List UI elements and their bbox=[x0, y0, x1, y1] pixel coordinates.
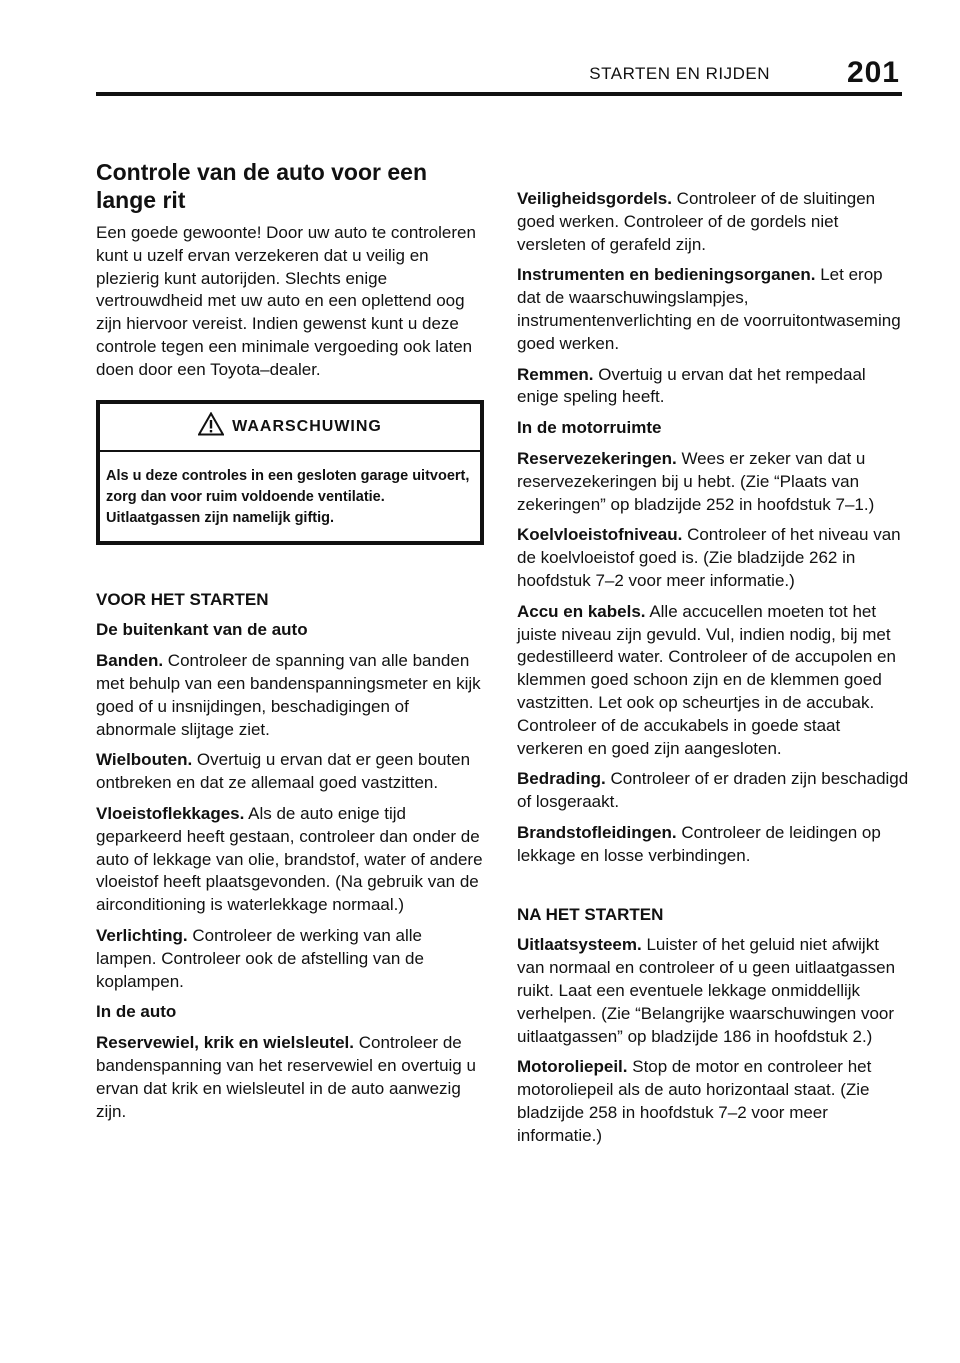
item-label: Reservezekeringen. bbox=[517, 448, 677, 468]
outside-heading: De buitenkant van de auto bbox=[96, 620, 308, 640]
page-header bbox=[96, 52, 902, 96]
item-label: Motoroliepeil. bbox=[517, 1057, 628, 1077]
check-item-seat-belts bbox=[517, 188, 909, 256]
check-item-instruments bbox=[517, 264, 909, 355]
check-item-wiring bbox=[517, 768, 909, 814]
check-item-fluid-leaks bbox=[96, 803, 486, 917]
intro-paragraph: Een goede gewoonte! Door uw auto te controleren kunt u uzelf ervan verzekeren dat u veilig en plezierig kunt autorijden. Slechts enige vertrouwdheid met uw auto en een oplettend oog zijn hiervoor vereist. Indien gewenst kunt u deze controle tegen een minimale vergoeding ook laten doen door een Toyota–dealer. bbox=[96, 223, 476, 379]
check-item-brakes bbox=[517, 364, 909, 410]
item-label: Uitlaatsysteem. bbox=[517, 935, 642, 955]
item-label: Reservewiel, krik en wielsleutel. bbox=[96, 1033, 354, 1053]
warning-title: WAARSCHUWING bbox=[232, 417, 382, 435]
item-label: Instrumenten en bedieningsorganen. bbox=[517, 265, 816, 285]
check-item-oil-level bbox=[517, 1056, 909, 1147]
item-label: Banden. bbox=[96, 651, 164, 671]
check-item-coolant bbox=[517, 524, 909, 592]
item-text: Let erop dat de waarschuwingslampjes, instrumentenverlichting en de voorruitontwaseming goed werken. bbox=[517, 265, 901, 353]
engine-bay-heading: In de motorruimte bbox=[517, 418, 662, 438]
page-title: Controle van de auto voor een lange rit bbox=[96, 159, 427, 213]
check-item-spare-fuses bbox=[517, 448, 909, 516]
check-item-lights bbox=[96, 925, 486, 993]
page-number: 201 bbox=[846, 56, 900, 89]
item-label: Wielbouten. bbox=[96, 750, 193, 770]
check-item-tires bbox=[96, 650, 486, 741]
right-column bbox=[517, 188, 909, 1155]
item-text: Controleer de bandenspanning van het reservewiel en overtuig u ervan dat krik en wielsleutel in de auto aanwezig zijn. bbox=[96, 1033, 476, 1121]
item-label: Vloeistoflekkages. bbox=[96, 803, 245, 823]
check-item-spare-wheel bbox=[96, 1032, 486, 1123]
warning-text: Als u deze controles in een gesloten garage uitvoert, zorg dan voor ruim voldoende ventilatie. Uitlaatgassen zijn namelijk giftig. bbox=[106, 467, 470, 526]
item-label: Verlichting. bbox=[96, 925, 188, 945]
check-item-fuel-lines bbox=[517, 822, 909, 868]
item-text: Controleer of het niveau van de koelvloeistof goed is. (Zie bladzijde 262 in hoofdstuk 7–2 voor meer informatie.) bbox=[517, 525, 901, 590]
item-text: Wees er zeker van dat u reservezekeringen bij u hebt. (Zie “Plaats van zekeringen” op bladzijde 252 in hoofdstuk 7–1.) bbox=[517, 448, 875, 514]
item-text: Overtuig u ervan dat het rempedaal enige speling heeft. bbox=[517, 364, 866, 407]
check-item-battery bbox=[517, 601, 909, 761]
item-label: Bedrading. bbox=[517, 769, 606, 789]
before-start-heading: VOOR HET STARTEN bbox=[96, 589, 269, 609]
item-text: Controleer de leidingen op lekkage en losse verbindingen. bbox=[517, 822, 881, 865]
warning-header bbox=[100, 404, 480, 452]
check-item-exhaust bbox=[517, 934, 909, 1048]
left-column bbox=[96, 158, 486, 1131]
item-text: Stop de motor en controleer het motoroliepeil als de auto horizontaal staat. (Zie bladzijde 258 in hoofdstuk 7–2 voor meer informatie.) bbox=[517, 1057, 872, 1145]
item-label: Veiligheidsgordels. bbox=[517, 189, 672, 208]
item-label: Accu en kabels. bbox=[517, 601, 646, 621]
item-text: Controleer de werking van alle lampen. Controleer ook de afstelling van de koplampen. bbox=[96, 925, 424, 991]
item-text: Luister of het geluid niet afwijkt van normaal en controleer of u geen uitlaatgassen ruikt. Laat een eventuele lekkage onmiddellijk verhelpen. (Zie “Belangrijke waarschuwingen voor uitlaatgassen” op bladzijde 186 in hoofdstuk 2.) bbox=[517, 935, 896, 1046]
item-label: Koelvloeistofniveau. bbox=[517, 525, 683, 545]
after-start-heading: NA HET STARTEN bbox=[517, 904, 664, 924]
item-label: Remmen. bbox=[517, 364, 594, 384]
item-text: Alle accucellen moeten tot het juiste niveau zijn gevuld. Vul, indien nodig, bij met gedestilleerd water. Controleer of de accupolen en klemmen goed schoon zijn en de klemmen goed vastzitten. Let ook op scheurtjes in de accubak. Controleer of de accukabels in goede staat verkeren en goed zijn aangesloten. bbox=[517, 601, 896, 758]
warning-box bbox=[96, 400, 484, 545]
item-label: Brandstofleidingen. bbox=[517, 822, 677, 842]
item-text: Controleer of er draden zijn beschadigd of losgeraakt. bbox=[517, 769, 909, 812]
check-item-wheel-bolts bbox=[96, 749, 486, 795]
item-text: Overtuig u ervan dat er geen bouten ontbreken en dat ze allemaal goed vastzitten. bbox=[96, 750, 471, 793]
warning-triangle-icon bbox=[198, 412, 232, 441]
item-text: Als de auto enige tijd geparkeerd heeft gestaan, controleer dan onder de auto of lekkage van olie, brandstof, water of andere vloeistof heeft plaatsgevonden. (Na gebruik van de airconditioning is waterlekkage normaal.) bbox=[96, 803, 483, 915]
item-text: Controleer de spanning van alle banden met behulp van een bandenspanningsmeter en kijk goed of u insnijdingen, beschadigingen of abnormale slijtage ziet. bbox=[96, 651, 481, 739]
inside-heading: In de auto bbox=[96, 1002, 177, 1022]
section-title: STARTEN EN RIJDEN bbox=[589, 64, 770, 83]
item-text: Controleer of de sluitingen goed werken. Controleer of de gordels niet versleten of gerafeld zijn. bbox=[517, 189, 876, 254]
